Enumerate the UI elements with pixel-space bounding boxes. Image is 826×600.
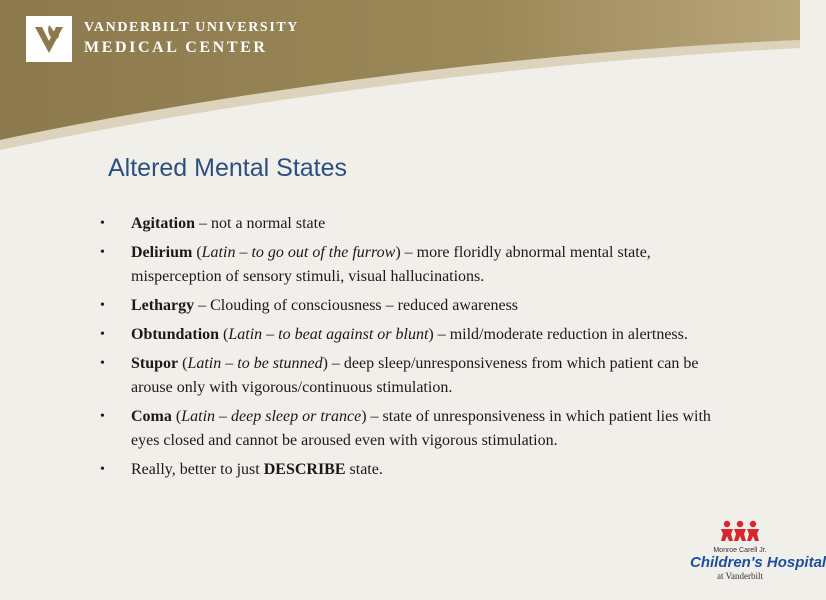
bullet-dot-icon: •	[100, 327, 105, 342]
latin-etymology: Latin – to be stunned	[187, 355, 323, 372]
term: DESCRIBE	[263, 461, 346, 478]
description-pre: Really, better to just	[131, 461, 264, 478]
bullet-delirium: • Delirium (Latin – to go out of the furrow) – more floridly abnormal mental state, misperception of sensory stimuli, visual hallucinations.	[100, 241, 740, 289]
description: – more floridly abnormal mental state, misperception of sensory stimuli, visual hallucinations.	[131, 244, 651, 285]
bullet-dot-icon: •	[100, 409, 105, 424]
term: Stupor	[131, 355, 179, 372]
childrens-hospital-sub: at Vanderbilt	[716, 571, 764, 581]
children-figures-icon	[718, 520, 762, 542]
bullet-obtundation: • Obtundation (Latin – to beat against or blunt) – mild/moderate reduction in alertness.	[100, 323, 740, 347]
term: Lethargy	[131, 297, 195, 314]
vanderbilt-logo	[26, 16, 299, 62]
description: – state of unresponsiveness in which patient lies with eyes closed and cannot be aroused even with vigorous stimulation.	[131, 408, 711, 449]
description: – mild/moderate reduction in alertness.	[433, 326, 688, 343]
bullet-dot-icon: •	[100, 462, 105, 477]
latin-etymology: Latin – to beat against or blunt	[228, 326, 429, 343]
bullet-agitation	[100, 212, 740, 236]
vanderbilt-oak-leaf-icon	[26, 16, 72, 62]
latin-etymology: Latin – deep sleep or trance	[181, 408, 362, 425]
bullet-coma: • Coma (Latin – deep sleep or trance) – state of unresponsiveness in which patient lies with eyes closed and cannot be aroused even with vigorous stimulation.	[100, 405, 740, 453]
bullet-lethargy	[100, 294, 740, 318]
bullet-dot-icon: •	[100, 216, 105, 231]
description: – Clouding of consciousness – reduced awareness	[194, 297, 519, 314]
bullet-list	[100, 212, 740, 487]
description-post: state.	[345, 461, 383, 478]
bullet-dot-icon: •	[100, 245, 105, 260]
latin-etymology: Latin – to go out of the furrow	[201, 244, 396, 261]
term: Agitation	[131, 215, 195, 232]
bullet-stupor: • Stupor (Latin – to be stunned) – deep sleep/unresponsiveness from which patient can be arouse only with vigorous/continuous stimulation.	[100, 352, 740, 400]
childrens-hospital-name: Children's Hospital	[690, 554, 826, 571]
description: – deep sleep/unresponsiveness from which patient can be arouse only with vigorous/continuous stimulation.	[131, 355, 699, 396]
slide-title: Altered Mental States	[108, 154, 348, 182]
bullet-dot-icon: •	[100, 298, 105, 313]
childrens-hospital-top: Monroe Carell Jr.	[713, 547, 767, 554]
org-name-line2: MEDICAL CENTER	[84, 39, 268, 56]
description: – not a normal state	[195, 215, 326, 232]
org-name-line1: VANDERBILT UNIVERSITY	[84, 20, 300, 35]
bullet-describe	[100, 458, 740, 482]
childrens-hospital-logo	[690, 520, 826, 588]
term: Delirium	[131, 244, 193, 261]
bullet-dot-icon: •	[100, 356, 105, 371]
term: Coma	[131, 408, 172, 425]
term: Obtundation	[131, 326, 220, 343]
